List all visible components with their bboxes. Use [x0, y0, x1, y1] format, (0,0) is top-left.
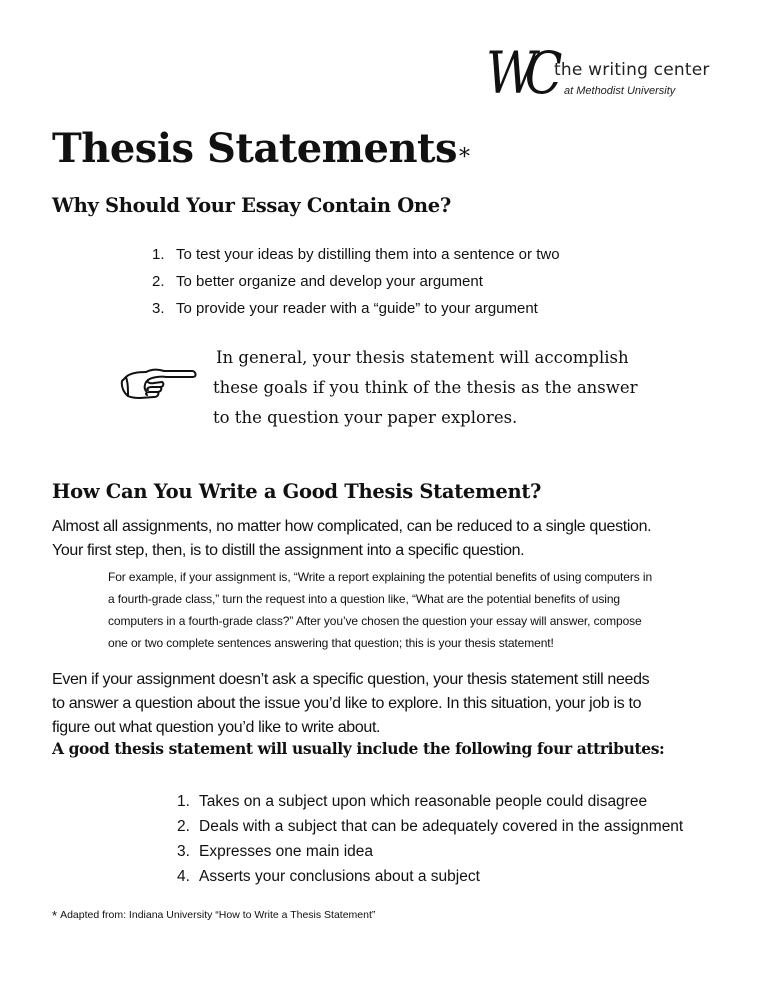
- paragraph-line: a fourth-grade class,” turn the request into a question like, “What are the potential benefits of using: [108, 592, 620, 606]
- callout-line: to the question your paper explores.: [213, 408, 518, 427]
- logo-wc-mark: WC: [486, 39, 551, 107]
- page-title-text: Thesis Statements: [52, 125, 458, 172]
- followup-paragraph: [52, 668, 732, 740]
- logo-subtitle: at Methodist University: [564, 85, 676, 97]
- list-item-number: 4.: [177, 868, 190, 885]
- page-title: [52, 124, 470, 183]
- list-item: [152, 241, 560, 268]
- list-item-text: Takes on a subject upon which reasonable people could disagree: [199, 793, 648, 810]
- callout-note: [213, 343, 693, 433]
- paragraph-line: Almost all assignments, no matter how complicated, can be reduced to a single question.: [52, 518, 652, 535]
- list-item-number: 2.: [152, 273, 165, 290]
- list-item: [152, 268, 560, 295]
- list-item: [177, 814, 683, 839]
- footnote: [52, 908, 375, 923]
- list-item-text: To test your ideas by distilling them into a sentence or two: [176, 246, 560, 263]
- example-paragraph: [108, 566, 748, 654]
- callout-line: In general, your thesis statement will accomplish: [216, 348, 629, 367]
- title-footnote-marker: *: [459, 145, 470, 170]
- list-item-number: 1.: [152, 246, 165, 263]
- attributes-list: [177, 789, 683, 889]
- paragraph-line: For example, if your assignment is, “Write a report explaining the potential benefits of using computers in: [108, 570, 653, 584]
- list-item-number: 3.: [177, 843, 190, 860]
- intro-paragraph: [52, 515, 732, 563]
- footnote-text: Adapted from: Indiana University “How to Write a Thesis Statement”: [60, 909, 376, 921]
- list-item: [177, 839, 683, 864]
- section-heading-why: Why Should Your Essay Contain One?: [52, 194, 452, 217]
- list-item-text: To better organize and develop your argument: [176, 273, 483, 290]
- callout-line: these goals if you think of the thesis as the answer: [213, 378, 638, 397]
- footnote-marker: *: [52, 908, 58, 923]
- list-item: [152, 295, 560, 322]
- list-item-number: 3.: [152, 300, 165, 317]
- logo-name: the writing center: [554, 60, 710, 80]
- paragraph-line: to answer a question about the issue you’d like to explore. In this situation, your job is to: [52, 695, 642, 712]
- list-item: [177, 789, 683, 814]
- attributes-heading: A good thesis statement will usually include the following four attributes:: [52, 739, 665, 758]
- list-item-text: Expresses one main idea: [199, 843, 374, 860]
- section-heading-how: How Can You Write a Good Thesis Statement?: [52, 480, 542, 503]
- paragraph-line: one or two complete sentences answering that question; this is your thesis statement!: [108, 636, 554, 650]
- list-item-text: To provide your reader with a “guide” to your argument: [176, 300, 538, 317]
- list-item-number: 1.: [177, 793, 190, 810]
- why-reasons-list: [152, 241, 560, 322]
- paragraph-line: figure out what question you’d like to write about.: [52, 719, 381, 736]
- paragraph-line: Your first step, then, is to distill the assignment into a specific question.: [52, 542, 525, 559]
- list-item-number: 2.: [177, 818, 190, 835]
- paragraph-line: computers in a fourth-grade class?” After you’ve chosen the question your essay will answer, compose: [108, 614, 642, 628]
- list-item: [177, 864, 683, 889]
- list-item-text: Asserts your conclusions about a subject: [199, 868, 480, 885]
- writing-center-logo: [486, 39, 716, 107]
- paragraph-line: Even if your assignment doesn’t ask a specific question, your thesis statement still needs: [52, 671, 650, 688]
- pointing-hand-icon: [118, 363, 198, 401]
- list-item-text: Deals with a subject that can be adequately covered in the assignment: [199, 818, 684, 835]
